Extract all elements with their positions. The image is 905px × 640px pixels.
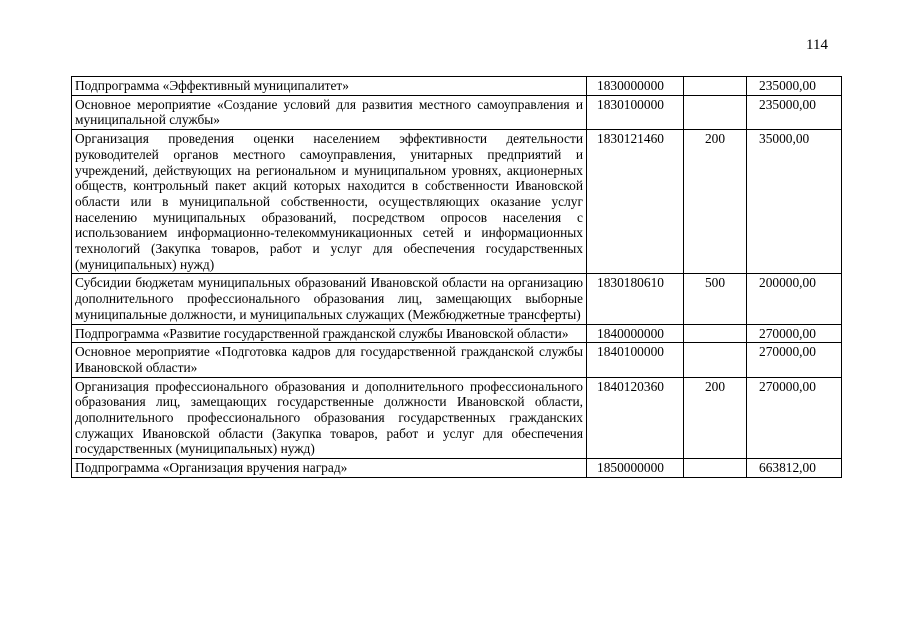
- row-name: Подпрограмма «Развитие государственной гражданской службы Ивановской области»: [72, 324, 587, 343]
- row-amount: 270000,00: [759, 325, 816, 341]
- row-expense-type: [684, 95, 747, 129]
- row-expense-type: 500: [684, 274, 747, 324]
- row-name: Субсидии бюджетам муниципальных образований Ивановской области на организацию дополнительного профессионального образования лиц, замещающих выборные муниципальные должности, и муниципальных служащих (Межбюджетные трансферты): [72, 274, 587, 324]
- row-target-code: 1830180610: [587, 274, 684, 324]
- row-amount: 200000,00: [759, 275, 816, 291]
- row-amount-cell: [747, 130, 842, 274]
- row-amount-cell: [747, 343, 842, 377]
- row-name: Организация проведения оценки населением эффективности деятельности руководителей органов местного самоуправления, унитарных предприятий и учреждений, действующих на региональном и муниципальном уровнях, акционерных обществ, контрольный пакет акций которых находится в собственности Ивановской области или в муниципальной собственности, осуществляющих оказание услуг населению муниципальных образований, посредством опросов населения с использованием информационно-телекоммуникационных сетей и информационных технологий (Закупка товаров, работ и услуг для обеспечения государственных (муниципальных) нужд): [72, 130, 587, 274]
- row-expense-type: [684, 77, 747, 96]
- table-row: [72, 130, 842, 274]
- row-amount-cell: [747, 324, 842, 343]
- row-name: Подпрограмма «Организация вручения наград»: [72, 459, 587, 478]
- row-target-code: 1830100000: [587, 95, 684, 129]
- row-amount-cell: [747, 274, 842, 324]
- table-row: [72, 77, 842, 96]
- row-target-code: 1830000000: [587, 77, 684, 96]
- table-row: [72, 324, 842, 343]
- table-row: [72, 95, 842, 129]
- row-target-code: 1840000000: [587, 324, 684, 343]
- row-amount-cell: [747, 459, 842, 478]
- row-amount: 663812,00: [759, 460, 816, 476]
- row-amount-cell: [747, 377, 842, 459]
- row-target-code: 1840120360: [587, 377, 684, 459]
- row-expense-type: [684, 459, 747, 478]
- page-number: 114: [806, 37, 828, 53]
- table-row: [72, 274, 842, 324]
- row-amount: 270000,00: [759, 378, 816, 394]
- row-name: Основное мероприятие «Создание условий для развития местного самоуправления и муниципальной службы»: [72, 95, 587, 129]
- row-name: Организация профессионального образования и дополнительного профессионального образования лиц, замещающих государственные должности Ивановской области, дополнительного профессионального образования государственных гражданских служащих Ивановской области (Закупка товаров, работ и услуг для обеспечения государственных (муниципальных) нужд): [72, 377, 587, 459]
- row-amount: 35000,00: [759, 131, 810, 147]
- row-amount: 270000,00: [759, 344, 816, 360]
- budget-table: [71, 76, 842, 478]
- row-amount-cell: [747, 77, 842, 96]
- row-expense-type: [684, 324, 747, 343]
- table-row: [72, 459, 842, 478]
- row-target-code: 1830121460: [587, 130, 684, 274]
- row-amount: 235000,00: [759, 78, 816, 93]
- row-amount: 235000,00: [759, 96, 816, 112]
- table-row: [72, 377, 842, 459]
- row-expense-type: [684, 343, 747, 377]
- row-expense-type: 200: [684, 377, 747, 459]
- row-target-code: 1840100000: [587, 343, 684, 377]
- row-name: Основное мероприятие «Подготовка кадров для государственной гражданской службы Ивановской области»: [72, 343, 587, 377]
- row-target-code: 1850000000: [587, 459, 684, 478]
- row-amount-cell: [747, 95, 842, 129]
- table-row: [72, 343, 842, 377]
- row-expense-type: 200: [684, 130, 747, 274]
- row-name: Подпрограмма «Эффективный муниципалитет»: [72, 77, 587, 96]
